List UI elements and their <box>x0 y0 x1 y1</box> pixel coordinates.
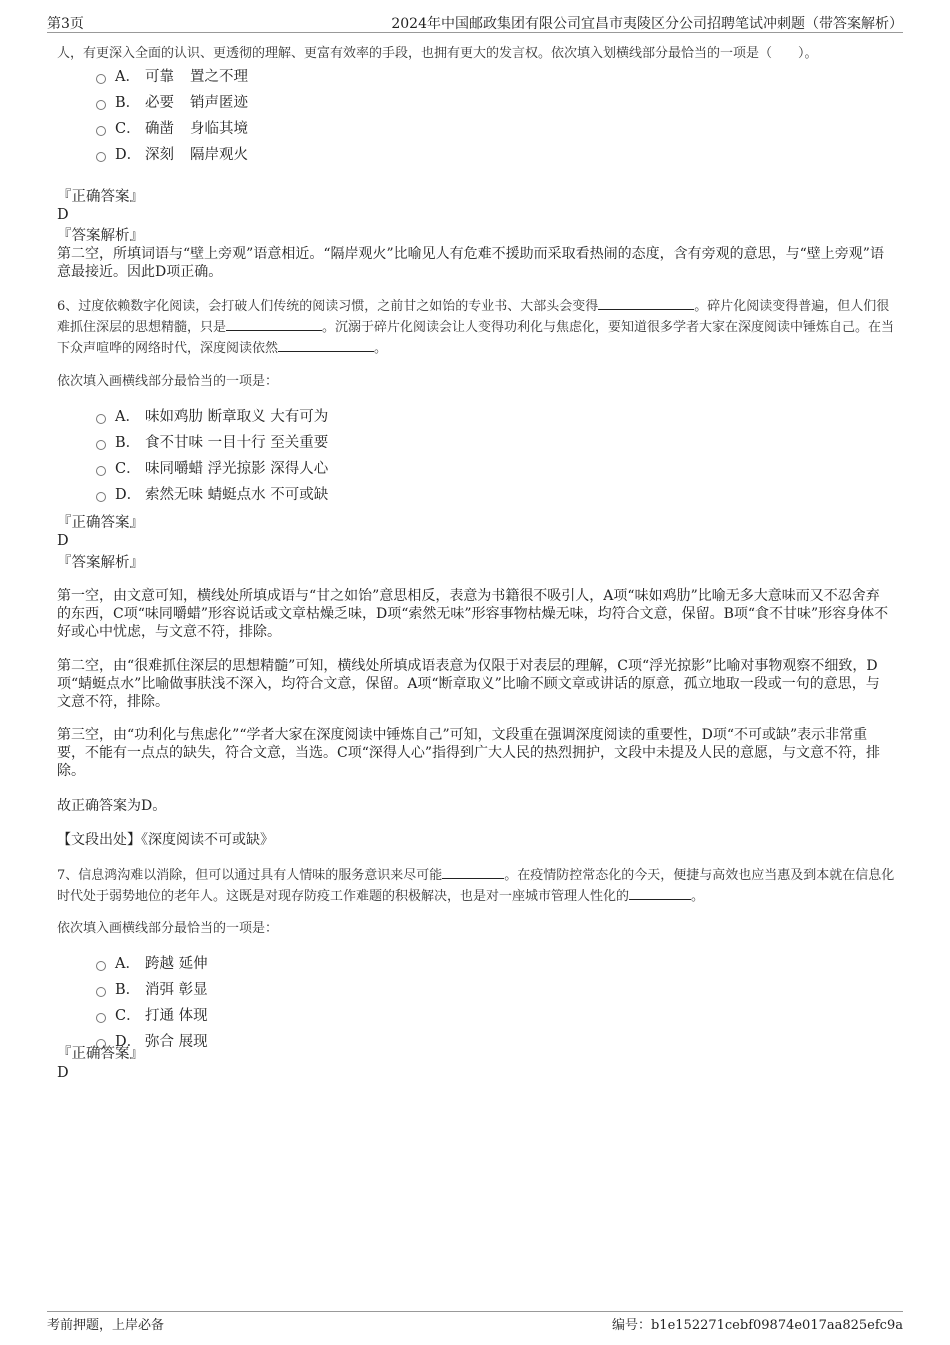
question-5-answer: D <box>57 207 69 223</box>
fill-blank <box>629 887 691 900</box>
question-7-stem: 7、信息鸿沟难以消除，但可以通过具有人情味的服务意识来尽可能 。在疫情防控常态化的今天，便捷与高效也应当惠及到本就在信息化时代处于弱势地位的老年人。这既是对现存防疫工作难题的积极解决，也是对一座城市管理人性化的 。 <box>57 868 895 904</box>
question-5-stem: 人，有更深入全面的认识、更透彻的理解、更富有效率的手段，也拥有更大的发言权。依次填入划横线部分最恰当的一项是（ ）。 <box>57 46 818 61</box>
question-7-option-b[interactable]: B． 消弭 彰显 <box>96 979 208 1001</box>
document-code: 编号：b1e152271cebf09874e017aa825efc9a <box>611 1318 903 1333</box>
question-6-answer: D <box>57 533 69 549</box>
question-6-analysis-3: 第三空，由“功利化与焦虑化”“学者大家在深度阅读中锤炼自己”可知，文段重在强调深度阅读的重要性，D项“不可或缺”表示非常重要，不能有一点点的缺失，符合文意，当选。C项“深得人心”指得到广大人民的热烈拥护，文段中未提及人民的意愿，与文意不符，排除。 <box>57 727 881 779</box>
question-5-option-a[interactable]: A． 可靠 置之不理 <box>96 66 248 88</box>
question-7-answer-heading: 『正确答案』 <box>57 1046 144 1062</box>
question-5-option-d[interactable]: D． 深刻 隔岸观火 <box>96 144 248 166</box>
question-6-source: 【文段出处】《深度阅读不可或缺》 <box>57 832 274 848</box>
radio-icon[interactable] <box>96 1013 106 1023</box>
question-5-option-c[interactable]: C． 确凿 身临其境 <box>96 118 248 140</box>
radio-icon[interactable] <box>96 74 106 84</box>
footer-divider <box>47 1311 903 1312</box>
question-5-analysis: 第二空，所填词语与“壁上旁观”语意相近。“隔岸观火”比喻见人有危难不援助而采取看热闹的态度，含有旁观的意思，与“壁上旁观”语意最接近。因此D项正确。 <box>57 246 884 280</box>
question-6-option-c[interactable]: C． 味同嚼蜡 浮光掠影 深得人心 <box>96 458 328 480</box>
radio-icon[interactable] <box>96 126 106 136</box>
question-6-prompt: 依次填入画横线部分最恰当的一项是： <box>57 374 279 389</box>
question-5-analysis-heading: 『答案解析』 <box>57 228 144 244</box>
radio-icon[interactable] <box>96 152 106 162</box>
question-7-option-c[interactable]: C． 打通 体现 <box>96 1005 208 1027</box>
page-number: 第3页 <box>47 16 84 32</box>
document-title: 2024年中国邮政集团有限公司宜昌市夷陵区分公司招聘笔试冲刺题（带答案解析） <box>391 16 903 32</box>
fill-blank <box>226 318 322 331</box>
radio-icon[interactable] <box>96 466 106 476</box>
question-6-answer-heading: 『正确答案』 <box>57 515 144 531</box>
question-6-option-b[interactable]: B． 食不甘味 一目十行 至关重要 <box>96 432 328 454</box>
question-5-answer-heading: 『正确答案』 <box>57 189 144 205</box>
radio-icon[interactable] <box>96 414 106 424</box>
radio-icon[interactable] <box>96 987 106 997</box>
question-6-option-a[interactable]: A． 味如鸡肋 断章取义 大有可为 <box>96 406 328 428</box>
question-6-analysis-2: 第二空，由“很难抓住深层的思想精髓”可知，横线处所填成语表意为仅限于对表层的理解，C项“浮光掠影”比喻对事物观察不细致，D项“蜻蜓点水”比喻做事肤浅不深入，均符合文意，保留。A项“断章取义”比喻不顾文章或讲话的原意，孤立地取一段或一句的意思，与文意不符，排除。 <box>57 658 880 710</box>
question-6-analysis-heading: 『答案解析』 <box>57 555 144 571</box>
question-6-stem: 6、过度依赖数字化阅读，会打破人们传统的阅读习惯，之前甘之如饴的专业书、大部头会变得 。碎片化阅读变得普遍，但人们很难抓住深层的思想精髓，只是 。沉溺于碎片化阅读会让人变得功利化与焦虑化，要知道很多学者大家在深度阅读中锤炼自己。在当下众声喧哗的网络时代，深度阅读依然 。 <box>57 299 895 356</box>
fill-blank <box>442 866 504 879</box>
question-7-option-d[interactable]: D． 弥合 展现 <box>96 1031 208 1053</box>
question-6-option-d[interactable]: D． 索然无味 蜻蜓点水 不可或缺 <box>96 484 328 506</box>
radio-icon[interactable] <box>96 440 106 450</box>
question-6-conclusion: 故正确答案为D。 <box>57 798 167 814</box>
question-7-option-a[interactable]: A． 跨越 延伸 <box>96 953 208 975</box>
question-7-prompt: 依次填入画横线部分最恰当的一项是： <box>57 921 279 936</box>
radio-icon[interactable] <box>96 100 106 110</box>
question-5-option-b[interactable]: B． 必要 销声匿迹 <box>96 92 248 114</box>
footer-slogan: 考前押题，上岸必备 <box>47 1318 165 1333</box>
question-7-answer: D <box>57 1065 69 1081</box>
question-6-analysis-1: 第一空，由文意可知，横线处所填成语与“甘之如饴”意思相反，表意为书籍很不吸引人，A项“味如鸡肋”比喻无多大意味而又不忍舍弃的东西，C项“味同嚼蜡”形容说话或文章枯燥乏味，D项“索然无味”形容事物枯燥无味，均符合文意，保留。B项“食不甘味”形容身体不好或心中忧虑，与文意不符，排除。 <box>57 588 889 640</box>
header-divider <box>47 32 903 33</box>
radio-icon[interactable] <box>96 492 106 502</box>
fill-blank <box>278 339 374 352</box>
fill-blank <box>598 297 694 310</box>
radio-icon[interactable] <box>96 961 106 971</box>
